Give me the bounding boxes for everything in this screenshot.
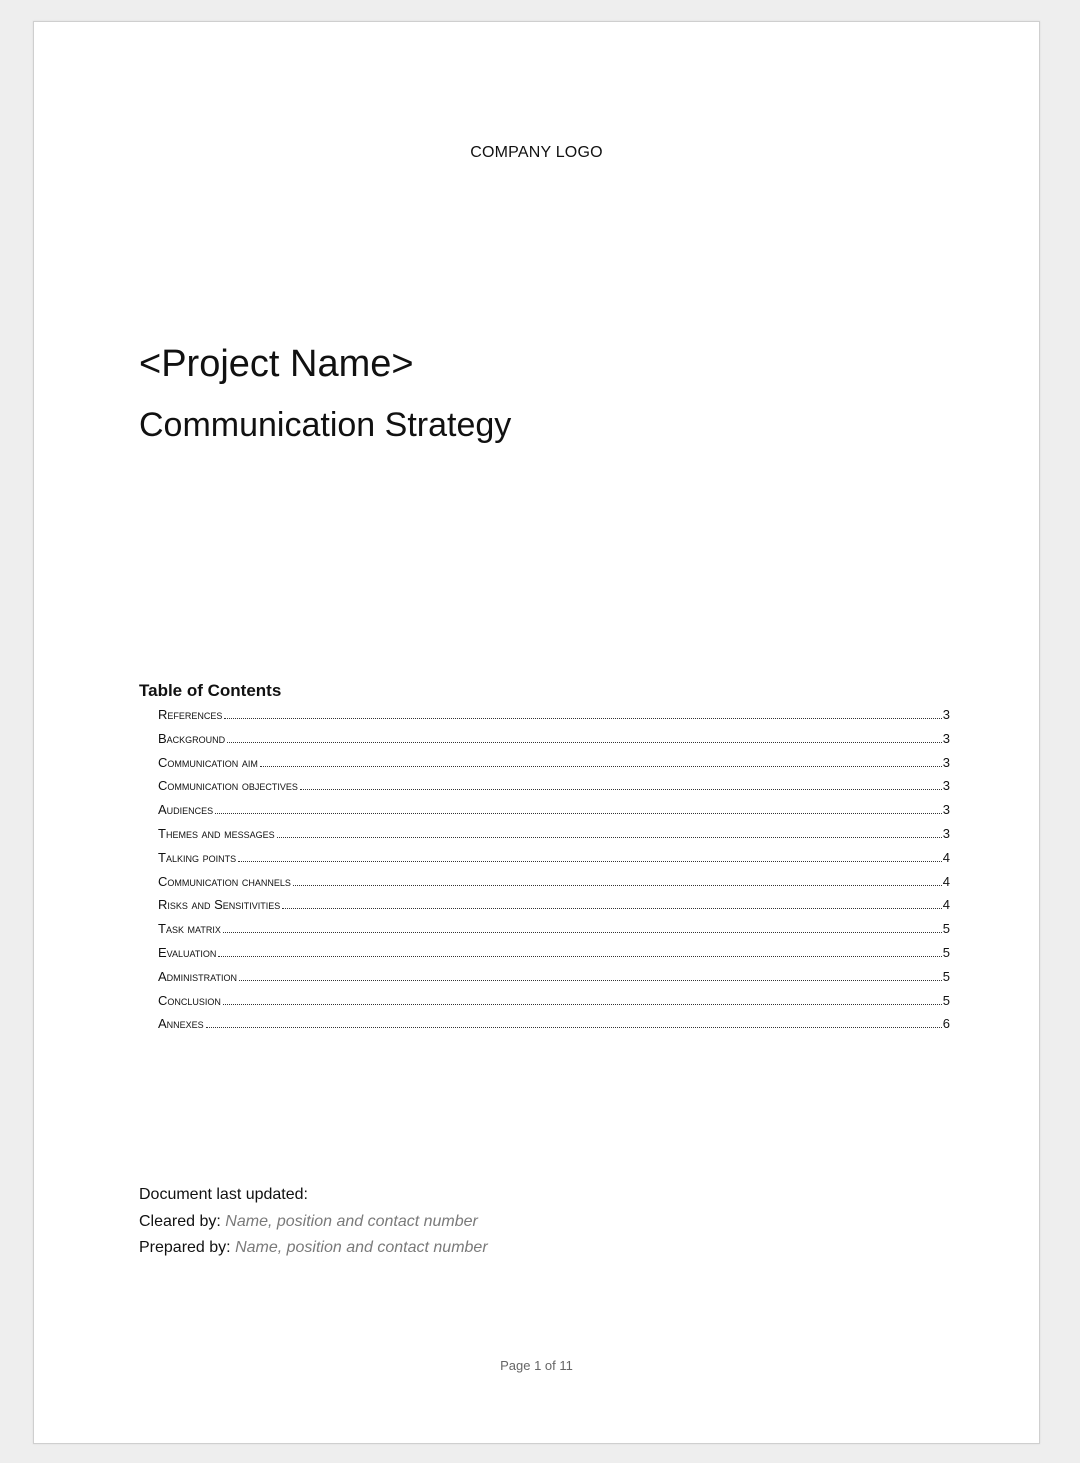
- toc-entry[interactable]: [158, 993, 950, 1017]
- prepared-by-row: [139, 1235, 488, 1262]
- toc-entry-page: 5: [942, 921, 950, 937]
- toc-entry-label: Evaluation: [158, 944, 217, 960]
- toc-entry[interactable]: [158, 802, 950, 826]
- last-updated-label: Document last updated:: [139, 1186, 308, 1203]
- toc-entry-page: 3: [942, 707, 950, 722]
- toc-entry-page: 4: [942, 849, 950, 865]
- toc-entry-label: Conclusion: [158, 992, 221, 1008]
- toc-leader-dots: [215, 812, 942, 814]
- table-of-contents: [158, 707, 950, 1040]
- toc-entry[interactable]: [158, 945, 950, 969]
- toc-entry-page: 5: [942, 992, 950, 1008]
- prepared-by-label: Prepared by:: [139, 1239, 231, 1256]
- toc-leader-dots: [223, 1003, 942, 1005]
- toc-entry-page: 3: [942, 778, 950, 794]
- toc-heading: Table of Contents: [139, 681, 282, 700]
- toc-entry[interactable]: [158, 921, 950, 945]
- toc-entry-page: 3: [942, 802, 950, 818]
- toc-entry-page: 4: [942, 873, 950, 889]
- toc-entry-label: Communication aim: [158, 754, 258, 770]
- toc-entry-label: Annexes: [158, 1016, 204, 1032]
- page-number-footer: Page 1 of 11: [500, 1358, 573, 1373]
- toc-leader-dots: [223, 931, 942, 933]
- toc-entry-label: References: [158, 707, 223, 722]
- toc-entry-page: 5: [942, 968, 950, 984]
- toc-entry-page: 3: [942, 754, 950, 770]
- project-name-title: <Project Name>: [139, 343, 414, 385]
- toc-entry[interactable]: [158, 850, 950, 874]
- cleared-by-label: Cleared by:: [139, 1212, 221, 1230]
- toc-entry[interactable]: [158, 826, 950, 850]
- toc-leader-dots: [238, 860, 942, 862]
- toc-entry-label: Background: [158, 730, 226, 746]
- document-page: [33, 21, 1040, 1444]
- toc-entry[interactable]: [158, 731, 950, 755]
- toc-entry-label: Talking points: [158, 849, 237, 865]
- toc-entry[interactable]: [158, 778, 950, 802]
- toc-leader-dots: [239, 979, 942, 981]
- prepared-by-value: Name, position and contact number: [235, 1239, 488, 1256]
- last-updated-row: [139, 1182, 488, 1209]
- document-meta: [139, 1182, 488, 1262]
- toc-entry-label: Communication objectives: [158, 778, 298, 794]
- toc-entry-label: Communication channels: [158, 873, 291, 889]
- toc-entry[interactable]: [158, 874, 950, 898]
- company-logo-placeholder: COMPANY LOGO: [470, 144, 603, 161]
- toc-entry-page: 3: [942, 825, 950, 841]
- toc-leader-dots: [218, 955, 941, 957]
- toc-entry[interactable]: [158, 969, 950, 993]
- toc-entry-page: 5: [942, 944, 950, 960]
- toc-entry-label: Administration: [158, 968, 238, 984]
- toc-entry-label: Task matrix: [158, 921, 221, 937]
- toc-entry[interactable]: [158, 707, 950, 731]
- toc-entry-page: 6: [942, 1016, 950, 1032]
- toc-leader-dots: [282, 907, 941, 909]
- toc-leader-dots: [300, 788, 942, 790]
- cleared-by-row: [139, 1209, 488, 1236]
- toc-entry-label: Themes and messages: [158, 825, 275, 841]
- cleared-by-value: Name, position and contact number: [225, 1212, 478, 1230]
- toc-entry[interactable]: [158, 897, 950, 921]
- toc-entry-page: 4: [942, 897, 950, 913]
- toc-leader-dots: [260, 765, 942, 767]
- toc-leader-dots: [206, 1026, 942, 1028]
- toc-entry-label: Risks and Sensitivities: [158, 897, 281, 913]
- toc-entry[interactable]: [158, 755, 950, 779]
- toc-leader-dots: [224, 717, 941, 719]
- toc-leader-dots: [293, 884, 942, 886]
- toc-leader-dots: [227, 741, 942, 743]
- document-subtitle: Communication Strategy: [139, 406, 512, 444]
- toc-entry-page: 3: [942, 730, 950, 746]
- toc-leader-dots: [277, 836, 942, 838]
- toc-entry-label: Audiences: [158, 802, 214, 818]
- toc-entry[interactable]: [158, 1016, 950, 1040]
